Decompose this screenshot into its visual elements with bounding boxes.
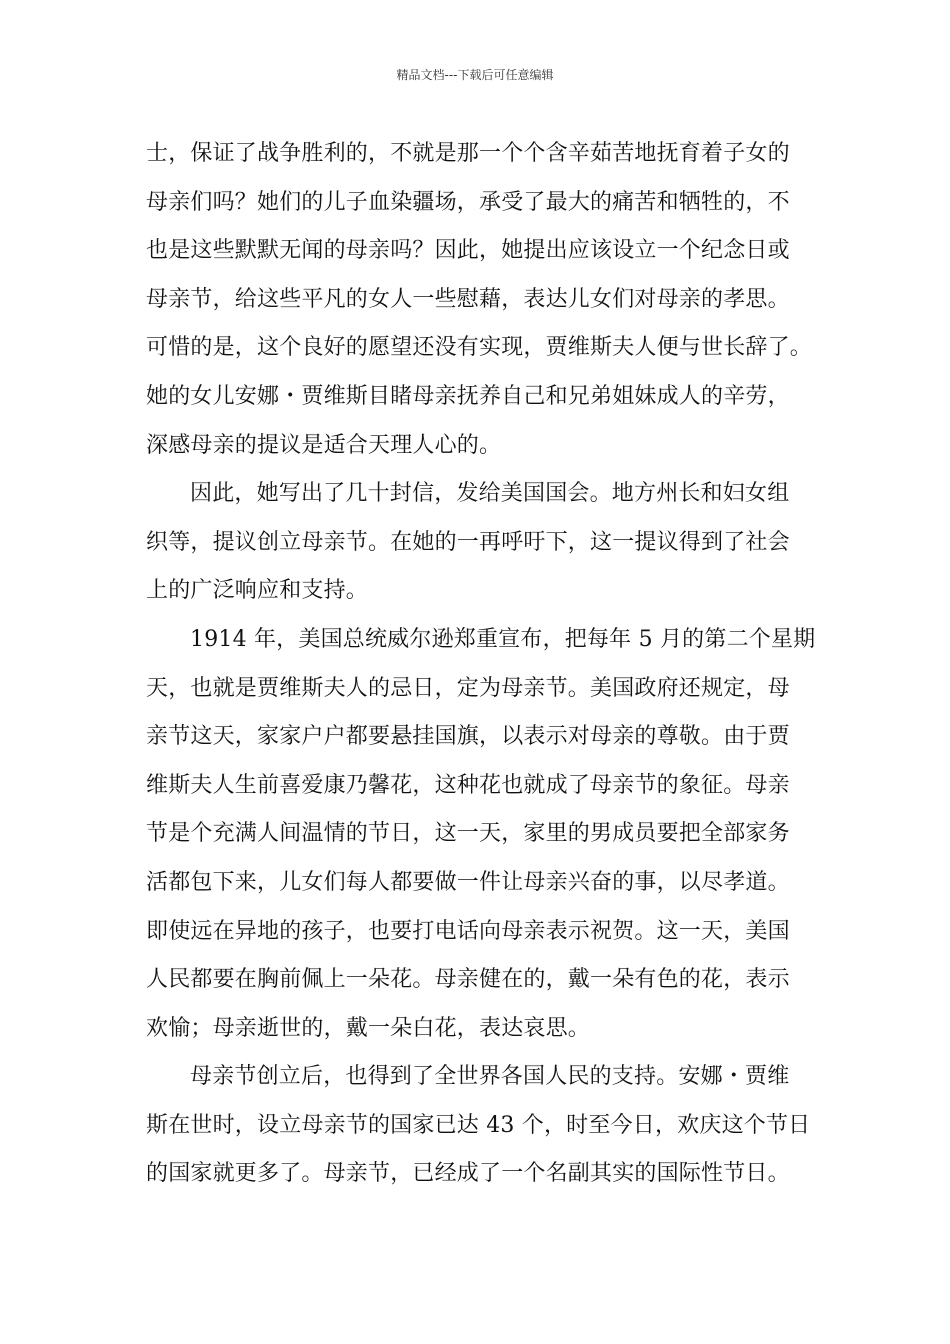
- text-line: 深感母亲的提议是适合天理人心的。: [146, 432, 502, 458]
- text-line: 维斯夫人生前喜爱康乃馨花，这种花也就成了母亲节的象征。母亲: [146, 772, 790, 798]
- text-line: 士，保证了战争胜利的，不就是那一个个含辛茹苦地抚育着子女的: [146, 141, 790, 166]
- text-line: 节是个充满人间温情的节日，这一天，家里的男成员要把全部家务: [146, 821, 790, 847]
- text-line: 织等，提议创立母亲节。在她的一再呼吁下，这一提议得到了社会: [146, 529, 790, 555]
- text-line: 可惜的是，这个良好的愿望还没有实现，贾维斯夫人便与世长辞了。: [146, 335, 813, 361]
- text-line: 母亲节，给这些平凡的女人一些慰藉，表达儿女们对母亲的孝思。: [146, 286, 790, 312]
- text-line: 1914 年，美国总统威尔逊郑重宣布，把每年 5 月的第二个星期: [190, 626, 816, 652]
- text-line: 亲节这天，家家户户都要悬挂国旗，以表示对母亲的尊敬。由于贾: [146, 724, 790, 750]
- text-line: 也是这些默默无闻的母亲吗？因此，她提出应该设立一个纪念日或: [146, 238, 790, 264]
- text-line: 她的女儿安娜・贾维斯目睹母亲抚养自己和兄弟姐妹成人的辛劳，: [146, 383, 790, 409]
- text-line: 上的广泛响应和支持。: [146, 578, 369, 604]
- text-line: 斯在世时，设立母亲节的国家已达 43 个，时至今日，欢庆这个节日: [146, 1112, 811, 1138]
- text-line: 活都包下来，儿女们每人都要做一件让母亲兴奋的事，以尽孝道。: [146, 869, 790, 895]
- text-line: 天，也就是贾维斯夫人的忌日，定为母亲节。美国政府还规定，母: [146, 675, 790, 701]
- text-line: 母亲节创立后，也得到了全世界各国人民的支持。安娜・贾维: [190, 1064, 790, 1090]
- document-body: [146, 130, 826, 1199]
- text-line: 因此，她写出了几十封信，发给美国国会。地方州长和妇女组: [190, 481, 790, 507]
- page-header: 精品文档---下载后可任意编辑: [396, 68, 554, 82]
- text-line: 人民都要在胸前佩上一朵花。母亲健在的，戴一朵有色的花，表示: [146, 967, 790, 993]
- text-line: 即使远在异地的孩子，也要打电话向母亲表示祝贺。这一天，美国: [146, 918, 790, 944]
- text-line: 欢愉；母亲逝世的，戴一朵白花，表达哀思。: [146, 1015, 591, 1041]
- text-line: 母亲们吗？她们的儿子血染疆场，承受了最大的痛苦和牺牲的，不: [146, 189, 790, 215]
- text-line: 的国家就更多了。母亲节，已经成了一个名副其实的国际性节日。: [146, 1161, 790, 1187]
